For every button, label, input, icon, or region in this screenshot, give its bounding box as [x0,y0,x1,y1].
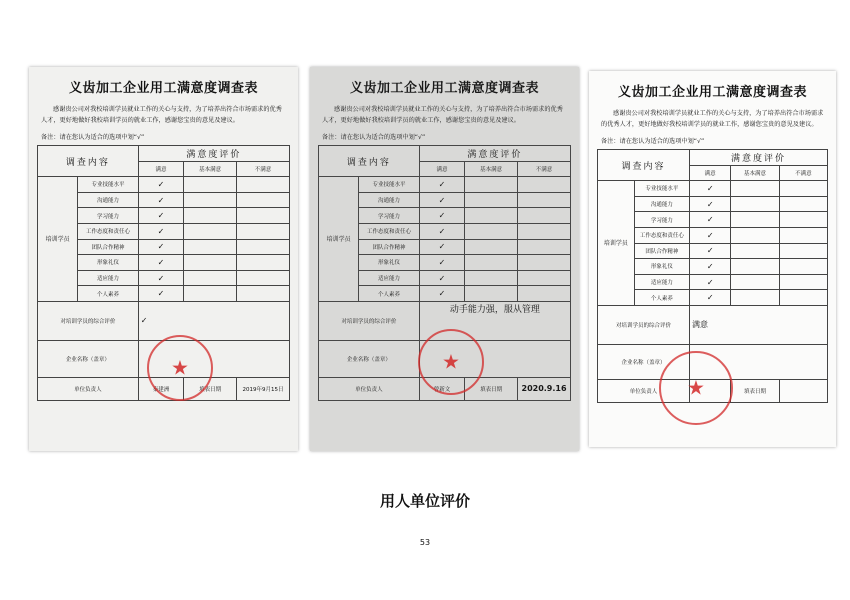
level-unsatisfied: 不满意 [518,161,571,177]
item-learning: 学习能力 [634,212,689,228]
form-intro: 感谢贵公司对我校培训学员就业工作的关心与支持，为了培养出符合市场需求的优秀人才，更好地做好我校培训学员的就业工作，感谢您宝贵的意见及建议。 [41,106,282,124]
check-mark: ✓ [419,270,464,286]
overall-label: 对培训学员的综合评价 [38,301,139,340]
company-label: 企业名称（盖章） [319,340,420,377]
item-etiquette: 形象礼仪 [359,255,419,271]
satisfaction-header: 满意度评价 [138,146,289,162]
survey-content-header: 调查内容 [38,146,139,177]
fill-date-value: 2020.9.16 [518,377,571,400]
check-mark: ✓ [689,181,730,197]
level-satisfied: 满意 [138,161,183,177]
form-note: 备注：请在您认为适合的选项中划“√” [41,134,145,141]
form-note: 备注：请在您认为适合的选项中划“√” [322,134,426,141]
signer-name: 曾新文 [419,377,464,400]
form-title: 义齿加工企业用工满意度调查表 [68,81,258,96]
item-communication: 沟通能力 [634,196,689,212]
level-satisfied: 满意 [689,165,730,181]
item-skill: 专业技能水平 [359,177,419,193]
check-mark: ✓ [689,196,730,212]
item-learning: 学习能力 [78,208,138,224]
check-mark: ✓ [419,177,464,193]
item-quality: 个人素养 [359,286,419,302]
item-skill: 专业技能水平 [78,177,138,193]
company-seal [418,329,484,395]
item-teamwork: 团队合作精神 [634,243,689,259]
check-mark: ✓ [138,223,183,239]
group-label: 培训学员 [598,181,635,306]
item-etiquette: 形象礼仪 [78,255,138,271]
overall-label: 对培训学员的综合评价 [319,301,420,340]
form-title: 义齿加工企业用工满意度调查表 [617,85,807,100]
item-etiquette: 形象礼仪 [634,259,689,275]
check-mark: ✓ [419,239,464,255]
fill-date-label: 填表日期 [731,379,779,402]
check-mark: ✓ [689,290,730,306]
level-basic: 基本满意 [731,165,779,181]
check-mark: ✓ [419,208,464,224]
form-title: 义齿加工企业用工满意度调查表 [349,81,539,96]
check-mark: ✓ [689,243,730,259]
item-adaptability: 适应能力 [359,270,419,286]
satisfaction-header: 满意度评价 [689,150,827,166]
item-teamwork: 团队合作精神 [78,239,138,255]
item-learning: 学习能力 [359,208,419,224]
company-seal [659,351,733,425]
item-quality: 个人素养 [78,286,138,302]
check-mark: ✓ [138,239,183,255]
check-mark: ✓ [689,212,730,228]
form-intro: 感谢贵公司对我校培训学员就业工作的关心与支持，为了培养出符合市场需求的优秀人才，更好地做好我校培训学员的就业工作，感谢您宝贵的意见及建议。 [601,110,824,128]
survey-photo-1 [29,67,298,451]
check-mark: ✓ [138,255,183,271]
check-mark: ✓ [138,208,183,224]
overall-comment: 满意 [689,305,827,344]
level-satisfied: 满意 [419,161,464,177]
check-mark: ✓ [419,255,464,271]
group-label: 培训学员 [319,177,359,302]
check-mark: ✓ [138,192,183,208]
form-intro: 感谢贵公司对我校培训学员就业工作的关心与支持，为了培养出符合市场需求的优秀人才，更好地做好我校培训学员的就业工作，感谢您宝贵的意见及建议。 [322,106,563,124]
group-label: 培训学员 [38,177,78,302]
survey-photo-2 [310,67,579,451]
form-note: 备注：请在您认为适合的选项中划“√” [601,138,705,145]
page-caption: 用人单位评价 [379,492,470,510]
item-attitude: 工作态度和责任心 [359,223,419,239]
unit-head-label: 单位负责人 [38,377,139,400]
item-attitude: 工作态度和责任心 [634,227,689,243]
overall-check: ✓ [140,316,148,326]
survey-photo-3 [589,71,836,447]
check-mark: ✓ [689,227,730,243]
level-unsatisfied: 不满意 [779,165,827,181]
item-skill: 专业技能水平 [634,181,689,197]
check-mark: ✓ [138,270,183,286]
item-adaptability: 适应能力 [634,274,689,290]
unit-head-label: 单位负责人 [319,377,420,400]
check-mark: ✓ [689,259,730,275]
check-mark: ✓ [689,274,730,290]
unit-head-label: 单位负责人 [598,379,690,402]
check-mark: ✓ [138,286,183,302]
satisfaction-header: 满意度评价 [419,146,570,162]
item-adaptability: 适应能力 [78,270,138,286]
check-mark: ✓ [419,223,464,239]
check-mark: ✓ [419,286,464,302]
check-mark: ✓ [419,192,464,208]
level-unsatisfied: 不满意 [237,161,290,177]
company-seal [147,335,213,401]
signer-name: 秦建洲 [138,377,183,400]
fill-date-value: 2019年9月15日 [237,377,290,400]
page-number: 53 [419,538,431,547]
overall-comment: 动手能力强，服从管理 [419,301,570,340]
item-quality: 个人素养 [634,290,689,306]
company-label: 企业名称（盖章） [598,344,690,379]
company-label: 企业名称（盖章） [38,340,139,377]
survey-content-header: 调查内容 [598,150,690,181]
item-communication: 沟通能力 [359,192,419,208]
survey-content-header: 调查内容 [319,146,420,177]
level-basic: 基本满意 [184,161,237,177]
item-teamwork: 团队合作精神 [359,239,419,255]
fill-date-label: 填表日期 [465,377,518,400]
check-mark: ✓ [138,177,183,193]
fill-date-label: 填表日期 [184,377,237,400]
fill-date-value [779,379,827,402]
level-basic: 基本满意 [465,161,518,177]
item-attitude: 工作态度和责任心 [78,223,138,239]
item-communication: 沟通能力 [78,192,138,208]
overall-label: 对培训学员的综合评价 [598,305,690,344]
